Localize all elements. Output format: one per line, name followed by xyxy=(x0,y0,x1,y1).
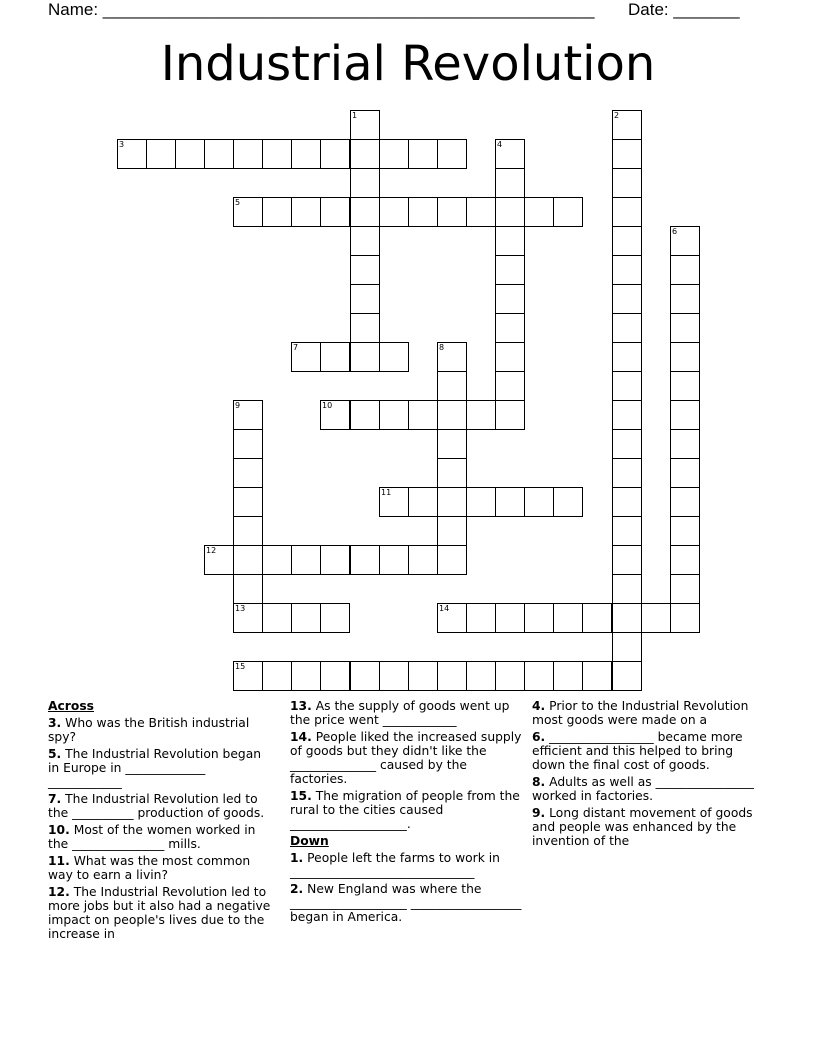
grid-cell[interactable] xyxy=(379,661,409,691)
across-heading: Across xyxy=(48,699,94,713)
grid-cell-8[interactable] xyxy=(437,342,467,372)
grid-cell-5[interactable] xyxy=(233,197,263,227)
grid-cell[interactable] xyxy=(495,371,525,401)
clue-across-15: 15. The migration of people from the rural to the cities caused ___________________. xyxy=(290,789,520,831)
grid-cell[interactable] xyxy=(641,603,671,633)
grid-cell[interactable] xyxy=(670,284,700,314)
clue-down-9: 9. Long distant movement of goods and people was enhanced by the invention of the xyxy=(532,806,753,848)
grid-cell[interactable] xyxy=(495,284,525,314)
grid-cell[interactable] xyxy=(350,545,380,575)
clue-across-3: 3. Who was the British industrial spy? xyxy=(48,716,250,744)
grid-cell[interactable] xyxy=(320,342,350,372)
grid-cell[interactable] xyxy=(670,603,700,633)
grid-cell-4[interactable] xyxy=(495,139,525,169)
grid-cell[interactable] xyxy=(670,429,700,459)
grid-cell[interactable] xyxy=(612,458,642,488)
clue-number: 8 xyxy=(439,343,445,352)
grid-cell[interactable] xyxy=(612,255,642,285)
grid-cell[interactable] xyxy=(612,516,642,546)
grid-cell[interactable] xyxy=(291,603,321,633)
grid-cell[interactable] xyxy=(291,139,321,169)
clue-number: 11 xyxy=(381,488,392,497)
grid-cell[interactable] xyxy=(437,400,467,430)
grid-cell[interactable] xyxy=(437,458,467,488)
grid-cell[interactable] xyxy=(320,545,350,575)
clue-number: 15 xyxy=(235,662,246,671)
down-heading: Down xyxy=(290,834,329,848)
grid-cell[interactable] xyxy=(670,574,700,604)
grid-cell[interactable] xyxy=(553,661,583,691)
grid-cell[interactable] xyxy=(612,603,642,633)
clue-across-7: 7. The Industrial Revolution led to the __________ production of goods. xyxy=(48,792,265,820)
page-title: Industrial Revolution xyxy=(160,36,656,92)
grid-cell[interactable] xyxy=(379,400,409,430)
grid-cell[interactable] xyxy=(612,429,642,459)
grid-cell[interactable] xyxy=(437,661,467,691)
grid-cell[interactable] xyxy=(437,545,467,575)
grid-cell[interactable] xyxy=(553,487,583,517)
grid-cell-7[interactable] xyxy=(291,342,321,372)
clue-across-14: 14. People liked the increased supply of goods but they didn't like the ______________ caused by the factories. xyxy=(290,730,522,786)
grid-cell[interactable] xyxy=(582,661,612,691)
grid-cell[interactable] xyxy=(291,545,321,575)
grid-cell[interactable] xyxy=(262,661,292,691)
grid-cell[interactable] xyxy=(670,371,700,401)
grid-cell[interactable] xyxy=(582,603,612,633)
grid-cell[interactable] xyxy=(350,168,380,198)
grid-cell[interactable] xyxy=(466,197,496,227)
clue-down-4: 4. Prior to the Industrial Revolution most goods were made on a xyxy=(532,699,749,727)
grid-cell[interactable] xyxy=(524,197,554,227)
grid-cell[interactable] xyxy=(204,139,234,169)
grid-cell[interactable] xyxy=(350,255,380,285)
grid-cell-12[interactable] xyxy=(204,545,234,575)
grid-cell-6[interactable] xyxy=(670,226,700,256)
grid-cell[interactable] xyxy=(495,487,525,517)
clue-number: 9 xyxy=(235,401,241,410)
clue-down-6: 6. _________________ became more efficient and this helped to bring down the final cost of goods. xyxy=(532,730,743,772)
grid-cell[interactable] xyxy=(320,139,350,169)
grid-cell[interactable] xyxy=(262,603,292,633)
grid-cell[interactable] xyxy=(262,197,292,227)
down-clues-column xyxy=(532,699,764,851)
grid-cell-2[interactable] xyxy=(612,110,642,140)
grid-cell[interactable] xyxy=(670,342,700,372)
grid-cell[interactable] xyxy=(524,487,554,517)
clue-number: 4 xyxy=(497,140,503,149)
clue-across-11: 11. What was the most common way to earn a livin? xyxy=(48,854,251,882)
grid-cell[interactable] xyxy=(350,400,380,430)
grid-cell[interactable] xyxy=(495,661,525,691)
grid-cell[interactable] xyxy=(350,197,380,227)
grid-cell[interactable] xyxy=(466,603,496,633)
grid-cell[interactable] xyxy=(350,226,380,256)
clue-down-1: 1. People left the farms to work in ______________________________ xyxy=(290,851,500,879)
clue-number: 7 xyxy=(293,343,299,352)
grid-cell[interactable] xyxy=(437,197,467,227)
grid-cell[interactable] xyxy=(233,458,263,488)
grid-cell[interactable] xyxy=(233,545,263,575)
grid-cell-14[interactable] xyxy=(437,603,467,633)
grid-cell[interactable] xyxy=(612,632,642,662)
grid-cell-15[interactable] xyxy=(233,661,263,691)
clue-number: 10 xyxy=(322,401,333,410)
clue-number: 6 xyxy=(672,227,678,236)
clue-down-8: 8. Adults as well as ________________ worked in factories. xyxy=(532,775,754,803)
grid-cell[interactable] xyxy=(379,139,409,169)
grid-cell[interactable] xyxy=(350,139,380,169)
grid-cell-9[interactable] xyxy=(233,400,263,430)
grid-cell[interactable] xyxy=(612,574,642,604)
grid-cell[interactable] xyxy=(408,487,438,517)
name-field[interactable]: Name: ____________________________________________________ xyxy=(48,0,595,19)
grid-cell[interactable] xyxy=(291,661,321,691)
grid-cell[interactable] xyxy=(495,255,525,285)
grid-cell[interactable] xyxy=(670,458,700,488)
clue-across-10: 10. Most of the women worked in the _______________ mills. xyxy=(48,823,256,851)
clue-number: 14 xyxy=(439,604,450,613)
grid-cell[interactable] xyxy=(612,400,642,430)
grid-cell[interactable] xyxy=(612,168,642,198)
grid-cell[interactable] xyxy=(437,516,467,546)
grid-cell[interactable] xyxy=(379,342,409,372)
date-field[interactable]: Date: _______ xyxy=(628,0,740,19)
clue-number: 3 xyxy=(119,140,125,149)
grid-cell[interactable] xyxy=(437,487,467,517)
grid-cell[interactable] xyxy=(612,139,642,169)
grid-cell[interactable] xyxy=(670,313,700,343)
grid-cell[interactable] xyxy=(350,313,380,343)
clue-number: 13 xyxy=(235,604,246,613)
grid-cell[interactable] xyxy=(320,603,350,633)
grid-cell[interactable] xyxy=(495,168,525,198)
grid-cell[interactable] xyxy=(524,661,554,691)
grid-cell[interactable] xyxy=(553,603,583,633)
grid-cell[interactable] xyxy=(233,516,263,546)
clue-across-5: 5. The Industrial Revolution began in Europe in _____________ ____________ xyxy=(48,747,262,789)
grid-cell[interactable] xyxy=(670,400,700,430)
clue-number: 2 xyxy=(614,111,620,120)
grid-cell[interactable] xyxy=(350,284,380,314)
grid-cell[interactable] xyxy=(233,487,263,517)
grid-cell[interactable] xyxy=(466,487,496,517)
grid-cell[interactable] xyxy=(466,400,496,430)
grid-cell[interactable] xyxy=(495,342,525,372)
header xyxy=(48,0,768,20)
grid-cell[interactable] xyxy=(291,197,321,227)
grid-cell[interactable] xyxy=(408,400,438,430)
grid-cell-11[interactable] xyxy=(379,487,409,517)
grid-cell[interactable] xyxy=(146,139,176,169)
grid-cell[interactable] xyxy=(612,226,642,256)
clue-across-12: 12. The Industrial Revolution led to more jobs but it also had a negative impact on people's lives due to the increase in xyxy=(48,885,271,941)
grid-cell[interactable] xyxy=(320,197,350,227)
grid-cell[interactable] xyxy=(437,429,467,459)
grid-cell[interactable] xyxy=(670,516,700,546)
grid-cell[interactable] xyxy=(495,226,525,256)
grid-cell[interactable] xyxy=(320,661,350,691)
grid-cell[interactable] xyxy=(233,139,263,169)
grid-cell[interactable] xyxy=(612,371,642,401)
grid-cell-13[interactable] xyxy=(233,603,263,633)
grid-cell[interactable] xyxy=(495,603,525,633)
grid-cell[interactable] xyxy=(612,661,642,691)
grid-cell[interactable] xyxy=(553,197,583,227)
clue-number: 12 xyxy=(206,546,217,555)
across-clues-column xyxy=(48,699,274,944)
grid-cell[interactable] xyxy=(495,313,525,343)
mixed-clues-column xyxy=(290,699,526,927)
clue-number: 5 xyxy=(235,198,241,207)
clue-across-13: 13. As the supply of goods went up the price went ____________ xyxy=(290,699,510,727)
grid-cell[interactable] xyxy=(437,371,467,401)
grid-cell[interactable] xyxy=(408,661,438,691)
grid-cell-1[interactable] xyxy=(350,110,380,140)
grid-cell[interactable] xyxy=(670,255,700,285)
grid-cell[interactable] xyxy=(175,139,205,169)
grid-cell[interactable] xyxy=(670,545,700,575)
grid-cell[interactable] xyxy=(612,197,642,227)
grid-cell-3[interactable] xyxy=(117,139,147,169)
grid-cell[interactable] xyxy=(612,545,642,575)
grid-cell[interactable] xyxy=(408,545,438,575)
grid-cell[interactable] xyxy=(408,139,438,169)
grid-cell[interactable] xyxy=(612,342,642,372)
grid-cell[interactable] xyxy=(233,429,263,459)
clue-down-2: 2. New England was where the ___________________ __________________ began in America. xyxy=(290,882,522,924)
grid-cell[interactable] xyxy=(262,545,292,575)
grid-cell[interactable] xyxy=(612,487,642,517)
grid-cell[interactable] xyxy=(495,197,525,227)
grid-cell[interactable] xyxy=(233,574,263,604)
grid-cell[interactable] xyxy=(466,661,496,691)
grid-cell[interactable] xyxy=(408,197,438,227)
grid-cell[interactable] xyxy=(524,603,554,633)
grid-cell[interactable] xyxy=(670,487,700,517)
grid-cell[interactable] xyxy=(495,400,525,430)
grid-cell[interactable] xyxy=(437,139,467,169)
grid-cell[interactable] xyxy=(612,313,642,343)
grid-cell[interactable] xyxy=(379,545,409,575)
grid-cell[interactable] xyxy=(350,342,380,372)
grid-cell[interactable] xyxy=(379,197,409,227)
clue-number: 1 xyxy=(352,111,358,120)
grid-cell-10[interactable] xyxy=(320,400,350,430)
grid-cell[interactable] xyxy=(612,284,642,314)
grid-cell[interactable] xyxy=(350,661,380,691)
grid-cell[interactable] xyxy=(262,139,292,169)
